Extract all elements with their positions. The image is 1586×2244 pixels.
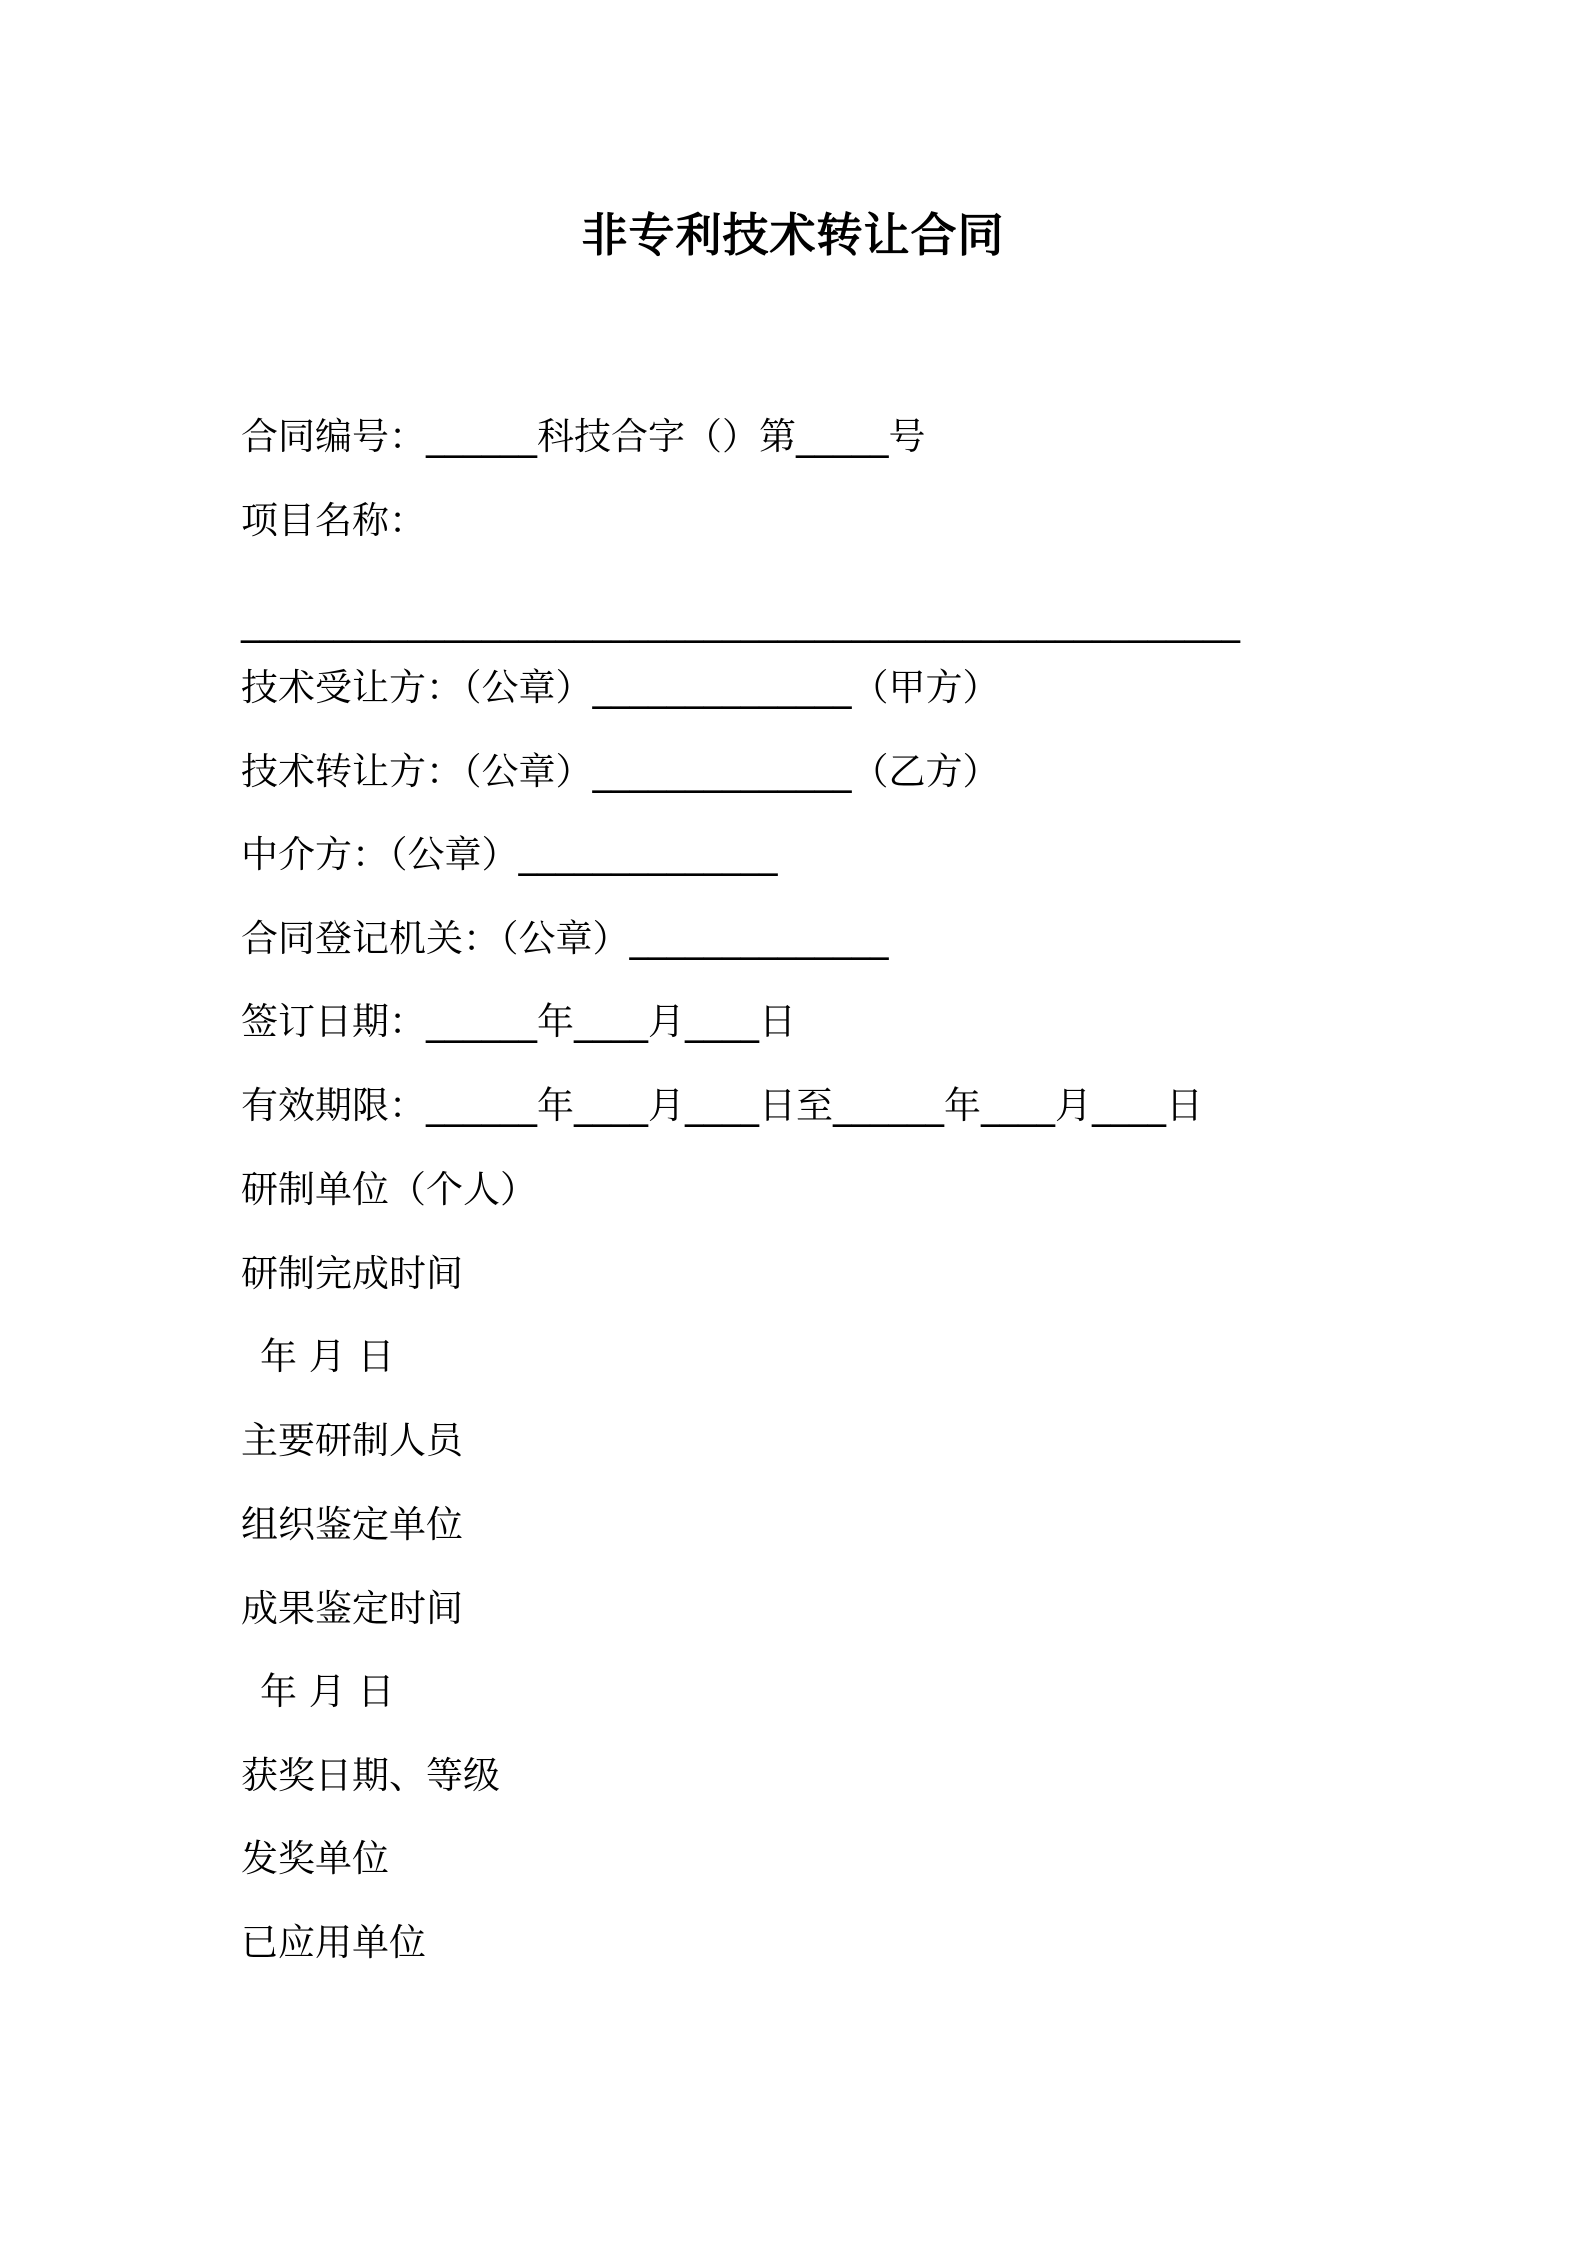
project-name-blank-line: ______________________________________________________	[241, 600, 1240, 643]
contract-number-line: 合同编号：______科技合字（）第_____号	[241, 415, 926, 458]
intermediary-line: 中介方：（公章）______________	[241, 833, 778, 876]
assignor-line: 技术转让方：（公章）______________（乙方）	[241, 750, 1000, 793]
award-unit-line: 发奖单位	[241, 1837, 389, 1880]
project-name-label: 项目名称：	[241, 499, 426, 542]
appraisal-date-line: 年 月 日	[260, 1670, 395, 1713]
validity-period-line: 有效期限：______年____月____日至______年____月____日	[241, 1084, 1203, 1127]
completion-date-line: 年 月 日	[260, 1335, 395, 1378]
applied-units-line: 已应用单位	[241, 1921, 426, 1964]
main-developers-line: 主要研制人员	[241, 1419, 463, 1462]
appraisal-time-line: 成果鉴定时间	[241, 1587, 463, 1630]
developer-unit-line: 研制单位（个人）	[241, 1168, 537, 1211]
development-completion-time-line: 研制完成时间	[241, 1252, 463, 1295]
assignee-line: 技术受让方：（公章）______________（甲方）	[241, 666, 1000, 709]
registration-authority-line: 合同登记机关：（公章）______________	[241, 917, 889, 960]
document-title: 非专利技术转让合同	[581, 208, 1005, 262]
appraisal-organization-line: 组织鉴定单位	[241, 1503, 463, 1546]
signing-date-line: 签订日期：______年____月____日	[241, 1000, 796, 1043]
award-date-level-line: 获奖日期、等级	[241, 1754, 500, 1797]
